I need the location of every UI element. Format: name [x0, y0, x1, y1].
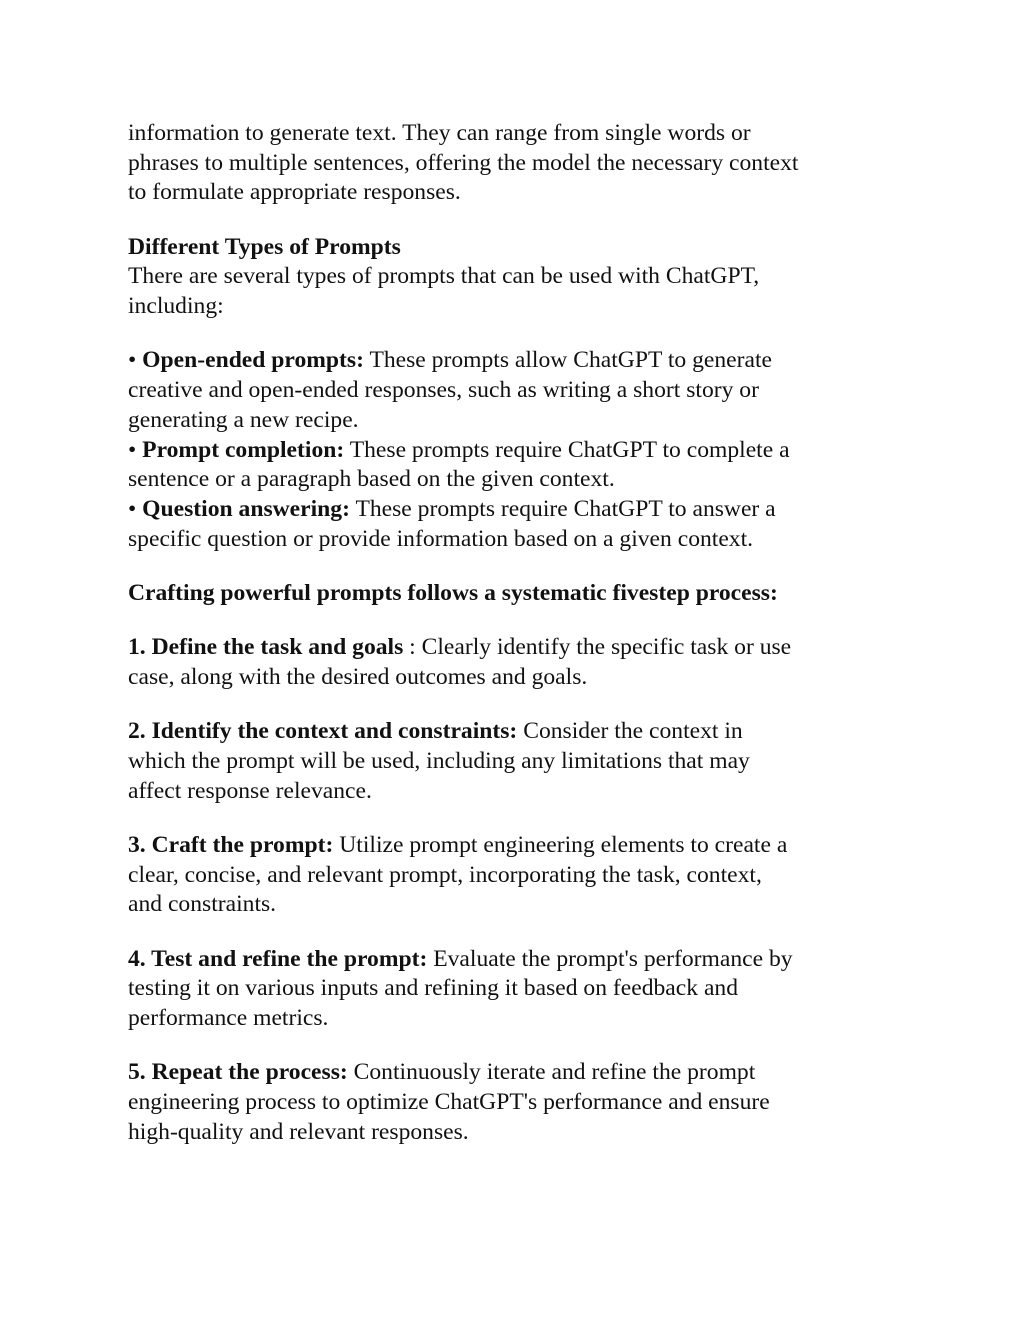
text-line: [128, 1058, 898, 1088]
text-line: phrases to multiple sentences, offering the model the necessary context: [128, 149, 799, 176]
text-line: including:: [128, 293, 224, 320]
text-line: [128, 945, 898, 975]
text-line: engineering process to optimize ChatGPT's performance and ensure: [128, 1089, 770, 1116]
step-text: Continuously iterate and refine the prompt: [353, 1059, 756, 1086]
text-line: and constraints.: [128, 891, 277, 918]
intro-paragraph: [128, 119, 898, 208]
bullet-list: [128, 346, 898, 554]
text-line: sentence or a paragraph based on the given context.: [128, 466, 615, 493]
bullet-item-prompt-completion: [128, 436, 898, 466]
text-line: to formulate appropriate responses.: [128, 179, 461, 206]
document-page: [128, 119, 898, 1172]
step-term: 4. Test and refine the prompt:: [128, 945, 428, 972]
bullet-marker: •: [128, 495, 137, 522]
step-identify-context: [128, 717, 898, 806]
step-term: 2. Identify the context and constraints:: [128, 718, 518, 745]
bullet-term: Open-ended prompts:: [142, 347, 364, 374]
text-line: case, along with the desired outcomes and goals.: [128, 663, 588, 690]
text-line: generating a new recipe.: [128, 406, 359, 433]
text-line: [128, 831, 898, 861]
text-line: [128, 633, 898, 663]
process-heading-paragraph: [128, 579, 898, 609]
bullet-marker: •: [128, 347, 137, 374]
bullet-term: Question answering:: [142, 495, 350, 522]
bullet-text: These prompts allow ChatGPT to generate: [369, 347, 772, 374]
step-craft-prompt: [128, 831, 898, 920]
text-line: clear, concise, and relevant prompt, incorporating the task, context,: [128, 861, 762, 888]
section-heading: Different Types of Prompts: [128, 233, 401, 260]
step-define-task: [128, 633, 898, 692]
step-repeat: [128, 1058, 898, 1147]
text-line: information to generate text. They can range from single words or: [128, 120, 751, 146]
text-line: high-quality and relevant responses.: [128, 1118, 469, 1145]
step-text: Utilize prompt engineering elements to create a: [339, 831, 788, 858]
text-line: performance metrics.: [128, 1005, 329, 1032]
step-text: Consider the context in: [523, 718, 743, 745]
step-test-refine: [128, 945, 898, 1034]
process-heading: Crafting powerful prompts follows a systematic fivestep process:: [128, 579, 778, 606]
text-line: There are several types of prompts that can be used with ChatGPT,: [128, 263, 760, 290]
step-term: 1. Define the task and goals: [128, 634, 404, 661]
step-text: Evaluate the prompt's performance by: [433, 945, 793, 972]
bullet-text: These prompts require ChatGPT to answer a: [355, 495, 776, 522]
bullet-text: These prompts require ChatGPT to complete a: [349, 436, 790, 463]
step-term: 5. Repeat the process:: [128, 1059, 348, 1086]
types-section: [128, 233, 898, 322]
text-line: affect response relevance.: [128, 777, 372, 804]
step-text: : Clearly identify the specific task or use: [403, 634, 792, 661]
text-line: specific question or provide information based on a given context.: [128, 525, 754, 552]
bullet-term: Prompt completion:: [142, 436, 345, 463]
text-line: [128, 717, 898, 747]
step-term: 3. Craft the prompt:: [128, 831, 334, 858]
text-line: testing it on various inputs and refining it based on feedback and: [128, 975, 739, 1002]
text-line: creative and open-ended responses, such as writing a short story or: [128, 377, 759, 404]
text-line: which the prompt will be used, including any limitations that may: [128, 747, 750, 774]
bullet-item-open-ended: [128, 346, 898, 376]
bullet-marker: •: [128, 436, 137, 463]
bullet-item-question-answering: [128, 495, 898, 525]
